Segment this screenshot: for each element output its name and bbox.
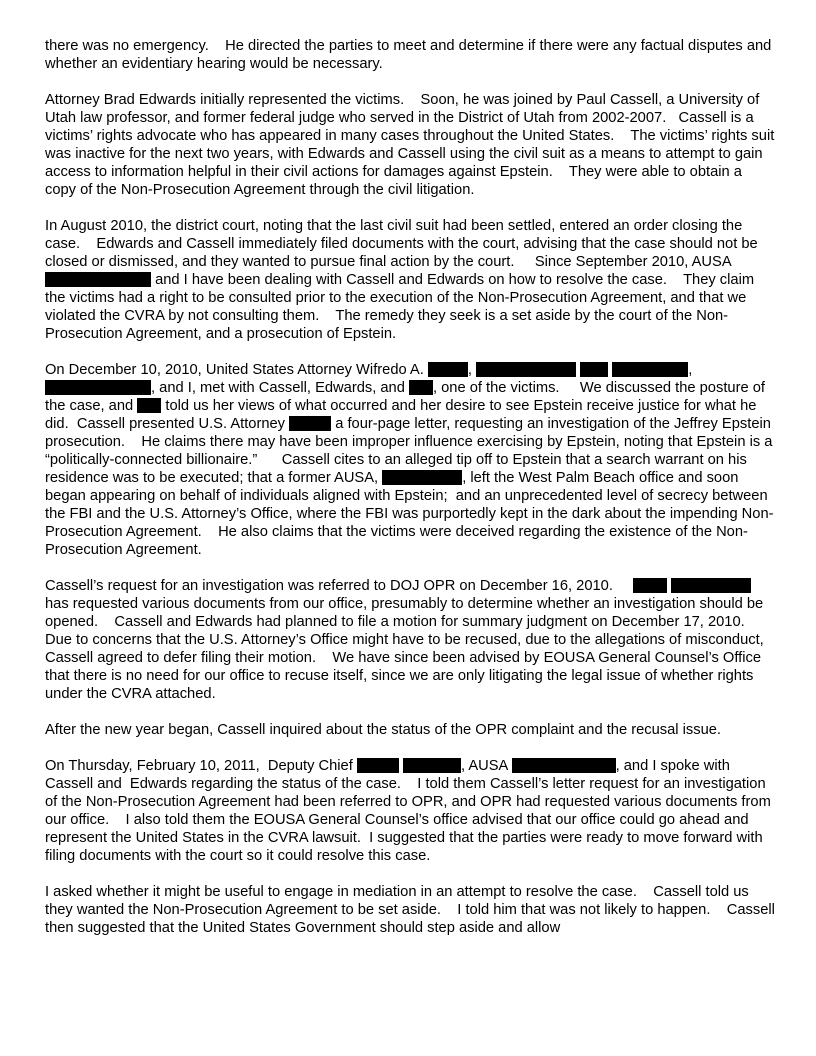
redaction-box bbox=[671, 578, 751, 593]
paragraph: On Thursday, February 10, 2011, Deputy Chief , AUSA , and I spoke with Cassell and Edwards regarding the status of the case. I told them Cassell’s letter request for an investigation of the Non-Prosecution Agreement had been referred to OPR, and OPR had requested various documents from our office. I also told them the EOUSA General Counsel’s office advised that our office could go ahead and represent the United States in the CVRA lawsuit. I suggested that the parties were ready to move forward with filing documents with the court so it could resolve this case. bbox=[45, 758, 775, 864]
redaction-box bbox=[357, 758, 399, 773]
paragraph: Attorney Brad Edwards initially represented the victims. Soon, he was joined by Paul Cassell, a University of Utah law professor, and former federal judge who served in the District of Utah from 2002-2007. Cassell is a victims’ rights advocate who has appeared in many cases throughout the United States. The victims’ rights suit was inactive for the next two years, with Edwards and Cassell using the civil suit as a means to attempt to gain access to information helpful in their civil actions for damages against Epstein. They were able to obtain a copy of the Non-Prosecution Agreement through the civil litigation. bbox=[45, 92, 779, 198]
redaction-box bbox=[612, 362, 688, 377]
redaction-box bbox=[382, 470, 462, 485]
redaction-box bbox=[580, 362, 608, 377]
paragraph: On December 10, 2010, United States Attorney Wifredo A. , , , and I, met with Cassell, Edwards, and , one of the victims. We discussed the posture of the case, and told us her views of what occurred and her desire to see Epstein receive justice for what he did. Cassell presented U.S. Attorney a four-page letter, requesting an investigation of the Jeffrey Epstein prosecution. He claims there may have been improper influence exercising by Epstein, noting that Epstein is a “politically-connected billionaire.” Cassell cites to an alleged tip off to Epstein that a search warrant on his residence was to be executed; that a former AUSA, , left the West Palm Beach office and soon began appearing on behalf of individuals aligned with Epstein; and an unprecedented level of secrecy between the FBI and the U.S. Attorney’s Office, where the FBI was purportedly kept in the dark about the impending Non-Prosecution Agreement. He also claims that the victims were deceived regarding the existence of the Non-Prosecution Agreement. bbox=[45, 362, 777, 558]
paragraph: there was no emergency. He directed the parties to meet and determine if there were any factual disputes and whether an evidentiary hearing would be necessary. bbox=[45, 38, 776, 72]
paragraph: Cassell’s request for an investigation was referred to DOJ OPR on December 16, 2010. has requested various documents from our office, presumably to determine whether an investigation should be opened. Cassell and Edwards had planned to file a motion for summary judgment on December 17, 2010. Due to concerns that the U.S. Attorney’s Office might have to be recused, due to the allegations of misconduct, Cassell agreed to defer filing their motion. We have since been advised by EOUSA General Counsel’s Office that there is no need for our office to recuse itself, since we are only litigating the legal issue of whether rights under the CVRA attached. bbox=[45, 578, 768, 702]
document-page bbox=[45, 37, 779, 955]
redaction-box bbox=[409, 380, 433, 395]
redaction-box bbox=[45, 272, 151, 287]
redaction-box bbox=[137, 398, 161, 413]
redaction-box bbox=[289, 416, 331, 431]
redaction-box bbox=[512, 758, 616, 773]
redaction-box bbox=[45, 380, 151, 395]
redaction-box bbox=[428, 362, 468, 377]
paragraph: After the new year began, Cassell inquired about the status of the OPR complaint and the recusal issue. bbox=[45, 722, 722, 738]
redaction-box bbox=[633, 578, 667, 593]
redaction-box bbox=[476, 362, 576, 377]
paragraph: In August 2010, the district court, noting that the last civil suit had been settled, entered an order closing the case. Edwards and Cassell immediately filed documents with the court, advising that the case should not be closed or dismissed, and they wanted to pursue final action by the court. Since September 2010, AUSA and I have been dealing with Cassell and Edwards on how to resolve the case. They claim the victims had a right to be consulted prior to the execution of the Non-Prosecution Agreement, and that we violated the CVRA by not consulting them. The remedy they seek is a set aside by the court of the Non-Prosecution Agreement, and a prosecution of Epstein. bbox=[45, 218, 762, 342]
paragraph: I asked whether it might be useful to engage in mediation in an attempt to resolve the case. Cassell told us they wanted the Non-Prosecution Agreement to be set aside. I told him that was not likely to happen. Cassell then suggested that the United States Government should step aside and allow bbox=[45, 884, 779, 936]
redaction-box bbox=[403, 758, 461, 773]
